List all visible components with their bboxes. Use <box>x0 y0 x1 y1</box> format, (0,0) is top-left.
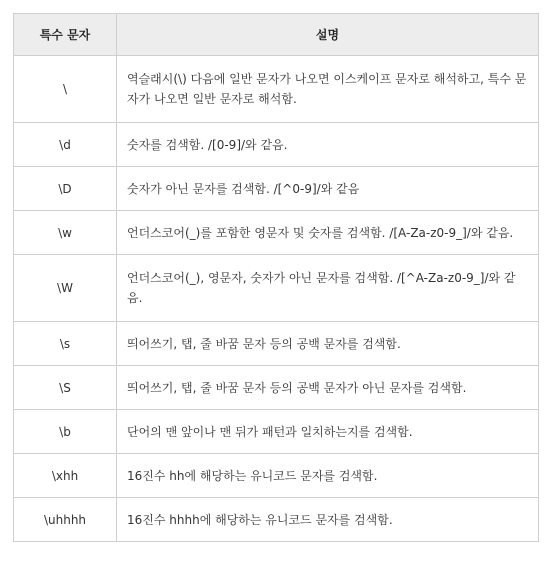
table-row <box>14 211 539 255</box>
description-cell: 언더스코어(_), 영문자, 숫자가 아닌 문자를 검색함. /[^A-Za-z0-9_]/와 같음. <box>117 255 539 322</box>
description-cell: 띄어쓰기, 탭, 줄 바꿈 문자 등의 공백 문자가 아닌 문자를 검색함. <box>117 366 539 410</box>
description-cell: 숫자가 아닌 문자를 검색함. /[^0-9]/와 같음 <box>117 167 539 211</box>
header-description: 설명 <box>117 14 539 56</box>
regex-special-chars-table-container <box>13 13 539 542</box>
description-cell: 단어의 맨 앞이나 맨 뒤가 패턴과 일치하는지를 검색함. <box>117 410 539 454</box>
description-cell: 역슬래시(\) 다음에 일반 문자가 나오면 이스케이프 문자로 해석하고, 특수 문자가 나오면 일반 문자로 해석함. <box>117 56 539 123</box>
special-char-cell: \b <box>14 410 117 454</box>
table-row <box>14 56 539 123</box>
table-row <box>14 498 539 542</box>
description-cell: 숫자를 검색함. /[0-9]/와 같음. <box>117 123 539 167</box>
header-special-char: 특수 문자 <box>14 14 117 56</box>
table-row <box>14 454 539 498</box>
table-row <box>14 255 539 322</box>
table-row <box>14 322 539 366</box>
description-cell: 띄어쓰기, 탭, 줄 바꿈 문자 등의 공백 문자를 검색함. <box>117 322 539 366</box>
table-header-row <box>14 14 539 56</box>
special-char-cell: \S <box>14 366 117 410</box>
description-cell: 16진수 hhhh에 해당하는 유니코드 문자를 검색함. <box>117 498 539 542</box>
table-row <box>14 410 539 454</box>
special-char-cell: \uhhhh <box>14 498 117 542</box>
special-char-cell: \xhh <box>14 454 117 498</box>
description-cell: 16진수 hh에 해당하는 유니코드 문자를 검색함. <box>117 454 539 498</box>
table-row <box>14 123 539 167</box>
special-char-cell: \ <box>14 56 117 123</box>
special-char-cell: \W <box>14 255 117 322</box>
table-row <box>14 366 539 410</box>
regex-special-chars-table <box>13 13 539 542</box>
special-char-cell: \w <box>14 211 117 255</box>
table-row <box>14 167 539 211</box>
description-cell: 언더스코어(_)를 포함한 영문자 및 숫자를 검색함. /[A-Za-z0-9_]/와 같음. <box>117 211 539 255</box>
special-char-cell: \s <box>14 322 117 366</box>
special-char-cell: \D <box>14 167 117 211</box>
special-char-cell: \d <box>14 123 117 167</box>
